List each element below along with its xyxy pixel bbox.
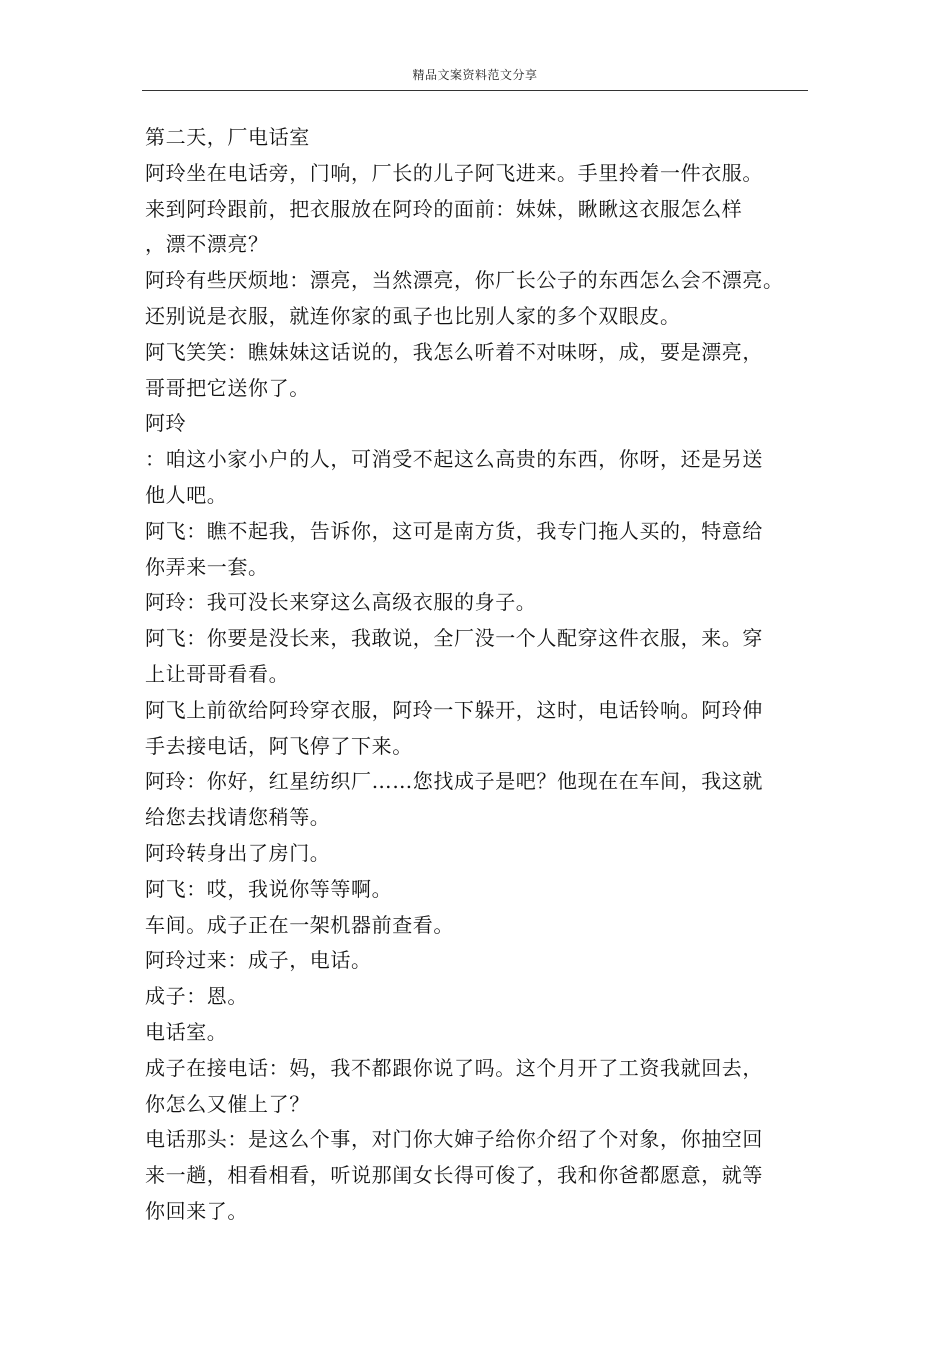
text-line: 还别说是衣服，就连你家的虱子也比别人家的多个双眼皮。: [145, 303, 681, 328]
text-line: 你回来了。: [145, 1198, 248, 1223]
text-line: 来一趟，相看相看，听说那闺女长得可俊了，我和你爸都愿意，就等: [145, 1163, 763, 1188]
text-line: 成子在接电话：妈，我不都跟你说了吗。这个月开了工资我就回去，: [145, 1055, 763, 1080]
text-line: 阿飞：瞧不起我，告诉你，这可是南方货，我专门拖人买的，特意给: [145, 518, 763, 543]
text-line: 电话那头：是这么个事，对门你大婶子给你介绍了个对象，你抽空回: [145, 1127, 763, 1152]
text-line: 你怎么又催上了？: [145, 1091, 310, 1116]
text-line: 他人吧。: [145, 482, 228, 507]
text-line: 阿玲过来：成子，电话。: [145, 948, 372, 973]
text-line: 阿飞笑笑：瞧妹妹这话说的，我怎么听着不对味呀，成，要是漂亮，: [145, 339, 763, 364]
text-line: 来到阿玲跟前，把衣服放在阿玲的面前：妹妹，瞅瞅这衣服怎么样: [145, 196, 743, 221]
text-line: 阿玲：你好，红星纺织厂……您找成子是吧？他现在在车间，我这就: [145, 769, 763, 794]
page-header: 精品文案资料范文分享: [412, 68, 538, 82]
text-line: 阿玲坐在电话旁，门响，厂长的儿子阿飞进来。手里拎着一件衣服。: [145, 160, 763, 185]
text-line: 阿飞上前欲给阿玲穿衣服，阿玲一下躲开，这时，电话铃响。阿玲伸: [145, 697, 763, 722]
text-line: 阿玲: [145, 411, 187, 436]
text-line: 电话室。: [145, 1019, 228, 1044]
text-line: 你弄来一套。: [145, 554, 269, 579]
text-line: 阿玲转身出了房门。: [145, 840, 331, 865]
text-line: 第二天，厂电话室: [145, 125, 310, 149]
text-line: 上让哥哥看看。: [145, 661, 290, 686]
text-line: 阿飞：哎，我说你等等啊。: [145, 876, 393, 901]
text-line: ，漂不漂亮？: [145, 232, 269, 257]
text-line: 车间。成子正在一架机器前查看。: [145, 912, 454, 937]
header-divider: [142, 90, 808, 91]
text-line: 给您去找请您稍等。: [145, 805, 331, 830]
text-line: 阿玲有些厌烦地：漂亮，当然漂亮，你厂长公子的东西怎么会不漂亮。: [145, 268, 784, 293]
text-line: ：咱这小家小户的人，可消受不起这么高贵的东西，你呀，还是另送: [145, 447, 763, 472]
text-line: 成子：恩。: [145, 984, 248, 1009]
text-line: 阿玲：我可没长来穿这么高级衣服的身子。: [145, 590, 537, 615]
text-line: 手去接电话，阿飞停了下来。: [145, 733, 413, 758]
document-body: [145, 120, 785, 1230]
text-line: 哥哥把它送你了。: [145, 375, 310, 400]
text-line: 阿飞：你要是没长来，我敢说，全厂没一个人配穿这件衣服，来。穿: [145, 626, 763, 651]
